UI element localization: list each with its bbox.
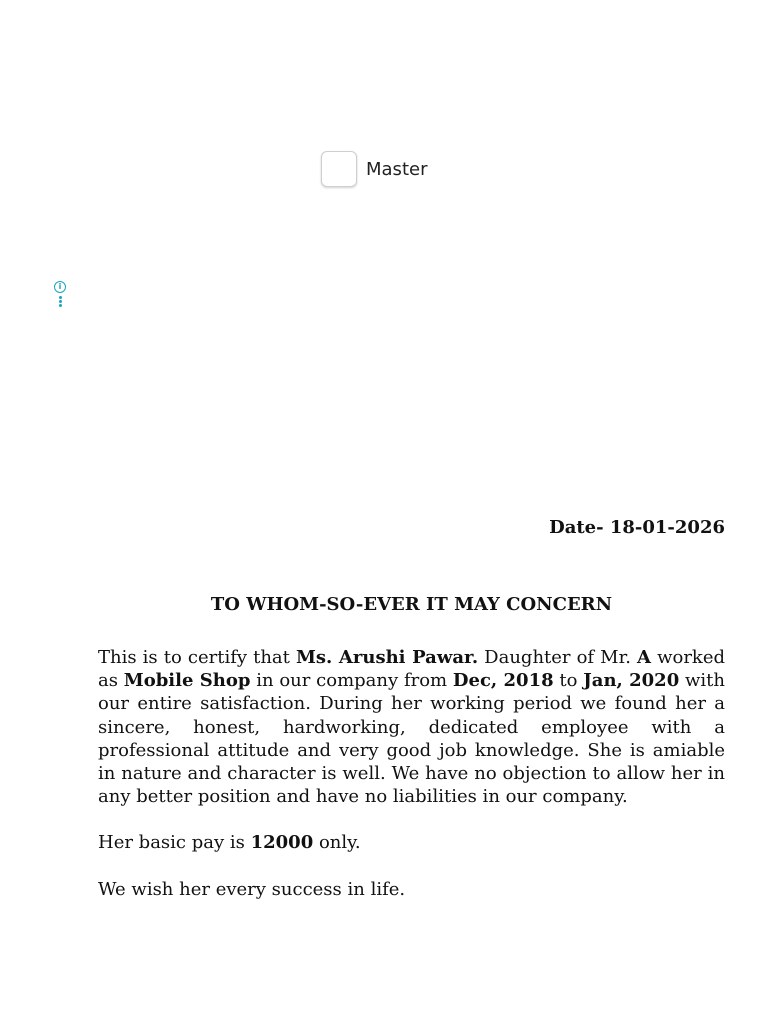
- letter-heading: TO WHOM-SO-EVER IT MAY CONCERN: [210, 594, 613, 615]
- certification-paragraph: This is to certify that Ms. Arushi Pawar. Daughter of Mr. A worked as Mobile Shop in our company from Dec, 2018 to Jan, 2020 with our entire satisfaction. During her working period we found her a sincere, honest, hardworking, dedicated employee with a professional attitude and very good job knowledge. She is amiable in nature and character is well. We have no objection to allow her in any better position and have no liabilities in our company.: [98, 647, 726, 808]
- info-icon[interactable]: i: [54, 281, 66, 293]
- salary-amount: 12000: [250, 832, 314, 854]
- side-toolbar: [53, 281, 67, 307]
- designation: Mobile Shop: [123, 670, 251, 692]
- employee-name: Ms. Arushi Pawar.: [295, 647, 479, 668]
- salary-paragraph: Her basic pay is 12000 only.: [98, 832, 361, 854]
- company-logo: [321, 151, 427, 187]
- from-date: Dec, 2018: [452, 670, 554, 692]
- father-name: A: [637, 647, 651, 668]
- to-date: Jan, 2020: [583, 670, 680, 692]
- letter-body: [98, 646, 725, 924]
- letter-date: Date- 18-01-2026: [549, 517, 725, 538]
- closing-paragraph: We wish her every success in life.: [98, 878, 406, 900]
- logo-label: Master: [366, 158, 428, 180]
- more-vertical-icon[interactable]: [59, 295, 62, 307]
- logo-image-placeholder: [321, 151, 357, 187]
